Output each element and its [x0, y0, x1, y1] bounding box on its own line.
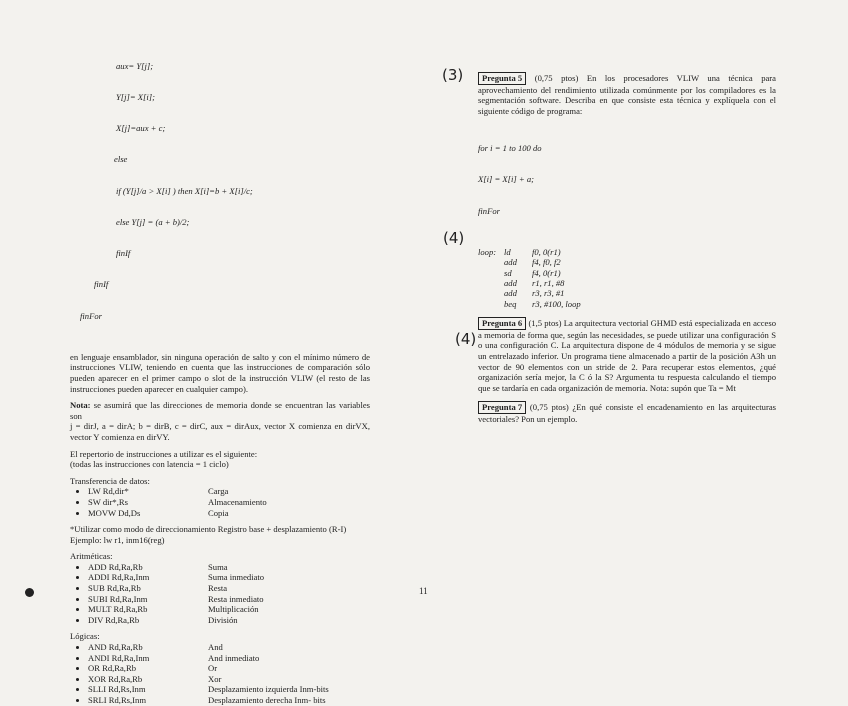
instruction-item	[88, 663, 370, 674]
instruction-description: And	[208, 642, 223, 653]
loop-code-line	[478, 247, 776, 257]
code-line: aux= Y[j];	[116, 60, 154, 71]
logic-list	[70, 642, 370, 706]
code-line: X[j]=aux + c;	[116, 123, 166, 134]
instructions-paragraph: en lenguaje ensamblador, sin ninguna operación de salto y con el mínimo número de instrucciones VLIW, teniendo en cuenta que las instrucciones de comparación sólo pueden aparecer en el primer campo o slot de la instrucción VLIW (el resto de las instrucciones pueden aparecer en cualquier campo).	[70, 351, 370, 394]
loop-label	[478, 257, 504, 267]
instruction-mnemonic: • SLLI Rd,Rs,Inm	[88, 684, 146, 695]
loop-code	[478, 247, 776, 309]
handwritten-mark-q7: (4)	[455, 330, 477, 348]
instruction-description: Copia	[208, 507, 229, 518]
logic-title: Lógicas:	[70, 631, 100, 642]
instruction-description: And inmediato	[208, 652, 260, 663]
vars-text: j = dirJ, a = dirA; b = dirB, c = dirC, aux = dirAux, vector X comienza en dirVX, vector Y comienza en dirVY.	[70, 421, 370, 442]
instruction-mnemonic: • SUBI Rd,Ra,Inm	[88, 593, 148, 604]
instruction-item	[88, 583, 370, 594]
instruction-item	[88, 695, 370, 706]
instruction-mnemonic: • ADDI Rd,Ra,Inm	[88, 572, 150, 583]
transfer-list	[70, 486, 370, 518]
loop-args: f0, 0(r1)	[532, 246, 561, 257]
question-6	[478, 317, 776, 393]
latency-text: (todas las instrucciones con latencia = 1 ciclo)	[70, 459, 229, 470]
instruction-item	[88, 594, 370, 605]
q5-label: Pregunta 5	[478, 72, 526, 85]
instruction-description: Suma	[208, 561, 228, 572]
instruction-item	[88, 684, 370, 695]
instruction-item	[88, 642, 370, 653]
loop-code-line	[478, 268, 776, 278]
instruction-mnemonic: • ADD Rd,Ra,Rb	[88, 561, 143, 572]
instruction-description: Or	[208, 663, 218, 674]
arith-list	[70, 562, 370, 626]
loop-args: r1, r1, #8	[532, 278, 565, 289]
hole-punch-mark	[25, 588, 34, 597]
code-line: Y[j]= X[i];	[116, 92, 155, 103]
loop-op: add	[504, 257, 517, 268]
q5-text: (0,75 ptos) En los procesadores VLIW una técnica para aprovechamiento del rendimiento utilizada comúnmente por los compiladores es la segmentación software. Describa en que consiste esta técnica y explíquela con el siguiente código de programa:	[478, 73, 776, 116]
loop-op: sd	[504, 267, 512, 278]
loop-op: add	[504, 288, 517, 299]
instruction-description: Xor	[208, 673, 222, 684]
loop-label	[478, 299, 504, 309]
arith-title: Aritméticas:	[70, 551, 113, 562]
loop-label	[478, 268, 504, 278]
handwritten-mark-q5: (3)	[442, 66, 464, 84]
repertorio-text: El repertorio de instrucciones a utilizar es el siguiente:	[70, 448, 258, 459]
instruction-mnemonic: • DIV Rd,Ra,Rb	[88, 614, 140, 625]
instruction-description: Suma inmediato	[208, 572, 265, 583]
addressing-note	[70, 524, 370, 545]
code-line: if (Y[j]/a > X[i] ) then X[i]=b + X[i]/c;	[116, 185, 253, 196]
transfer-title: Transferencia de datos:	[70, 475, 150, 486]
instruction-item	[88, 486, 370, 497]
nota-label: Nota:	[70, 400, 91, 411]
instruction-description: Resta	[208, 583, 228, 594]
instruction-item	[88, 615, 370, 626]
nota-paragraph	[70, 400, 370, 442]
vliw-pseudocode	[70, 40, 370, 342]
loop-op: add	[504, 278, 517, 289]
instruction-description: Resta inmediato	[208, 593, 264, 604]
instruction-mnemonic: • SW dir*,Rs	[88, 496, 128, 507]
instruction-mnemonic: • ANDI Rd,Ra,Inm	[88, 652, 150, 663]
left-column	[70, 40, 370, 706]
loop-op: ld	[504, 246, 511, 257]
instruction-mnemonic: • LW Rd,dir*	[88, 486, 129, 497]
code-line: finIf	[94, 279, 109, 290]
loop-code-line	[478, 288, 776, 298]
instruction-mnemonic: • XOR Rd,Ra,Rb	[88, 673, 143, 684]
instruction-item	[88, 508, 370, 519]
q6-label: Pregunta 6	[478, 317, 526, 330]
q6-text: (1,5 ptos) La arquitectura vectorial GHMD está especializada en acceso a memoria de forma que, según las necesidades, se puede utilizar una configuración S o una configuración C. La arquitectura dispone de 4 módulos de memoria y se sigue un entrelazado inferior. Un programa tiene almacenado a partir de la posición A3h un vector de 90 elementos con un stride de 2. Para recuperar estos elementos, ¿qué organización sería mejor, la C ó la S? Argumenta tu respuesta calculando el tiempo que se tardaría en cada organización de memoria. Nota: supón que Ta = Mt	[478, 318, 776, 393]
page-number: 11	[419, 586, 428, 596]
instruction-mnemonic: • AND Rd,Ra,Rb	[88, 642, 143, 653]
loop-label	[478, 288, 504, 298]
question-5	[478, 72, 776, 116]
code-line: else	[114, 154, 128, 165]
code-line: X[i] = X[i] + a;	[478, 174, 535, 185]
q7-text: (0,75 ptos) ¿En qué consiste el encadenamiento en las arquitecturas vectoriales? Pon un ejemplo.	[478, 402, 776, 425]
loop-code-line	[478, 278, 776, 288]
loop-args: f4, f0, f2	[532, 257, 561, 268]
instruction-mnemonic: • MOVW Dd,Ds	[88, 507, 141, 518]
instruction-description: División	[208, 614, 238, 625]
loop-args: f4, 0(r1)	[532, 267, 561, 278]
nota-text: se asumirá que las direcciones de memoria donde se encuentran las variables son	[70, 400, 370, 421]
code-line: finIf	[116, 248, 131, 259]
loop-label: loop:	[478, 246, 497, 257]
code-line: finFor	[80, 310, 102, 321]
instruction-description: Desplazamiento izquierda Inm-bits	[208, 684, 329, 695]
transfer-section	[70, 476, 370, 518]
instruction-item	[88, 674, 370, 685]
loop-label	[478, 278, 504, 288]
instruction-mnemonic: • SRLI Rd,Rs,Inm	[88, 695, 147, 705]
instruction-mnemonic: • MULT Rd,Ra,Rb	[88, 604, 148, 615]
instruction-item	[88, 604, 370, 615]
loop-op: beq	[504, 298, 517, 309]
code-line: for i = 1 to 100 do	[478, 143, 542, 154]
instruction-description: Almacenamiento	[208, 496, 267, 507]
repertorio-block	[70, 449, 370, 470]
code-line: else Y[j] = (a + b)/2;	[116, 216, 190, 227]
instruction-item	[88, 653, 370, 664]
instruction-description: Carga	[208, 486, 229, 497]
instruction-description: Desplazamiento derecha Inm- bits	[208, 695, 326, 705]
instruction-mnemonic: • OR Rd,Ra,Rb	[88, 663, 136, 674]
addr-note: *Utilizar como modo de direccionamiento Registro base + desplazamiento (R-I)	[70, 524, 347, 535]
instruction-item	[88, 497, 370, 508]
handwritten-mark-q6: (4)	[443, 229, 465, 247]
q7-label: Pregunta 7	[478, 401, 526, 414]
code-line: finFor	[478, 205, 500, 216]
instruction-description: Multiplicación	[208, 604, 259, 615]
arith-section	[70, 551, 370, 625]
instruction-mnemonic: • SUB Rd,Ra,Rb	[88, 583, 141, 594]
logic-section	[70, 631, 370, 705]
loop-code-line	[478, 299, 776, 309]
loop-args: r3, r3, #1	[532, 288, 565, 299]
instruction-item	[88, 562, 370, 573]
example-text: Ejemplo: lw r1, inm16(reg)	[70, 534, 165, 545]
instruction-item	[88, 572, 370, 583]
loop-code-line	[478, 257, 776, 267]
question-7	[478, 401, 776, 424]
loop-args: r3, #100, loop	[532, 298, 581, 309]
q5-code	[478, 122, 776, 236]
right-column	[478, 72, 776, 431]
